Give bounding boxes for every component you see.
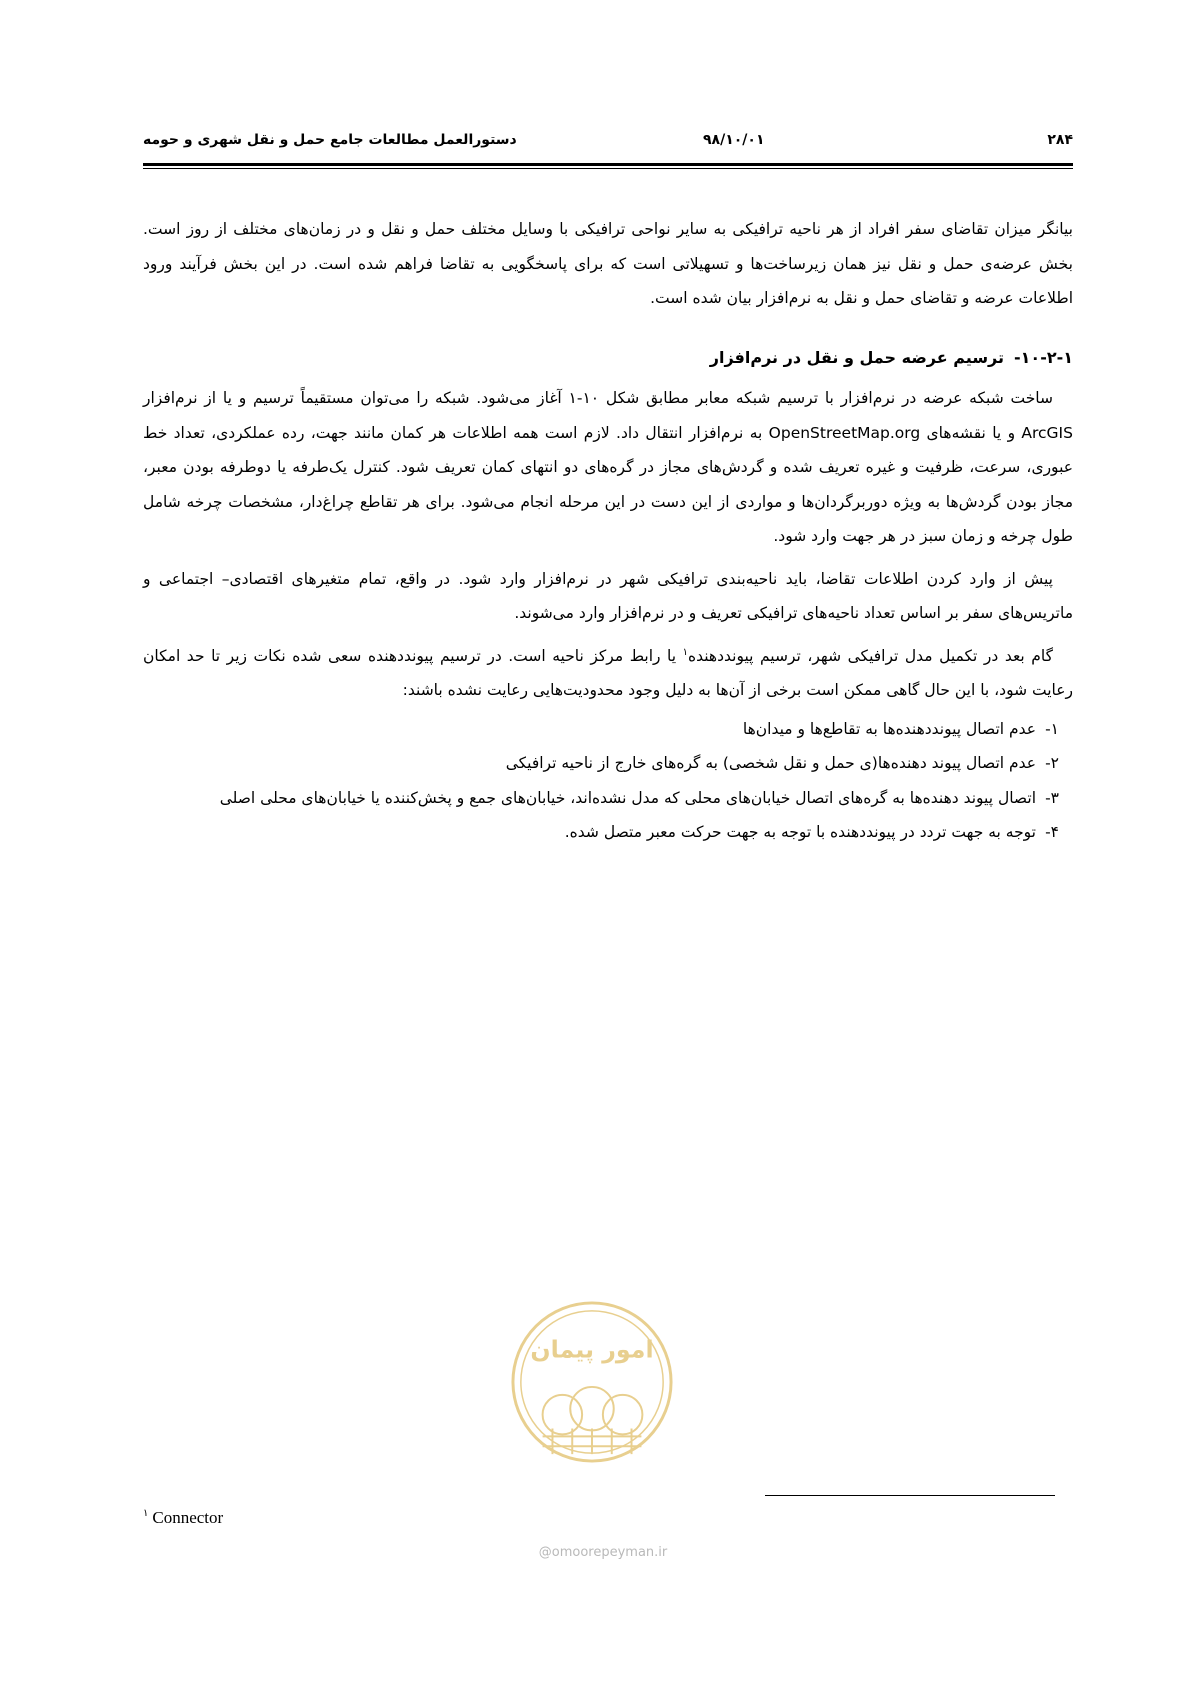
header-rule-thin <box>143 168 1073 169</box>
connector-text-start: گام بعد در تکمیل مدل ترافیکی شهر، ترسیم پیونددهنده <box>688 646 1053 665</box>
supply-paragraph: ساخت شبکه عرضه در نرم‌افزار با ترسیم شبکه معابر مطابق شکل ۱۰-۱ آغاز می‌شود. شبکه را می‌توان مستقیماً ترسیم و یا از نرم‌افزار ArcGIS و یا نقشه‌های OpenStreetMap.org به نرم‌افزار انتقال داد. لازم است همه اطلاعات هر کمان مانند جهت، رده عملکردی، تعداد خط عبوری، سرعت، ظرفیت و غیره تعریف شده و گردش‌های مجاز در گره‌های دو انتهای کمان تعریف شود. کنترل یک‌طرفه یا دوطرفه بودن معبر، مجاز بودن گردش‌ها به ویژه دوربرگردان‌ها و مواردی از این دست در این مرحله انجام می‌شود. برای هر تقاطع چراغ‌دار، مشخصات چرخه شامل طول چرخه و زمان سبز در هر جهت وارد شود. <box>143 389 1073 545</box>
list-item-text: اتصال پیوند دهنده‌ها به گره‌های اتصال خیابان‌های محلی که مدل نشده‌اند، خیابان‌های جمع و پخش‌کننده یا خیابان‌های محلی اصلی <box>219 788 1036 807</box>
page-header <box>143 132 1073 154</box>
list-marker: ۳- <box>1045 788 1059 807</box>
connector-rules-list <box>143 712 1073 850</box>
list-item <box>143 712 1073 747</box>
section-number: ۱۰-۲-۱- <box>1014 347 1073 367</box>
list-marker: ۲- <box>1045 754 1059 772</box>
list-item <box>143 746 1073 781</box>
list-marker: ۴- <box>1045 823 1059 841</box>
footnote-marker: ۱ <box>143 1508 149 1520</box>
seal-text: امور پیمان <box>530 1335 654 1364</box>
section-title: ترسیم عرضه حمل و نقل در نرم‌افزار <box>709 347 1005 367</box>
watermark-site: @omoorepeyman.ir <box>538 1545 668 1560</box>
list-marker: ۱- <box>1045 719 1059 738</box>
header-rule-thick <box>143 163 1073 166</box>
list-item <box>143 781 1073 816</box>
footnote-rule <box>765 1495 1055 1496</box>
list-item-text: عدم اتصال پیوند دهنده‌ها(ی حمل و نقل شخصی) به گره‌های خارج از ناحیه ترافیکی <box>505 754 1036 772</box>
header-title: دستورالعمل مطالعات جامع حمل و نقل شهری و حومه <box>143 132 517 148</box>
section-heading <box>143 341 1073 376</box>
demand-paragraph: پیش از وارد کردن اطلاعات تقاضا، باید ناحیه‌بندی ترافیکی شهر در نرم‌افزار وارد شود. در واقع، تمام متغیرهای اقتصادی– اجتماعی و ماتریس‌های سفر بر اساس تعداد ناحیه‌های ترافیکی تعریف و در نرم‌افزار وارد می‌شوند. <box>143 569 1073 622</box>
footnote-reference[interactable]: ۱ <box>682 646 688 658</box>
document-body <box>143 212 1073 850</box>
footnote <box>143 1508 223 1528</box>
footnote-text: Connector <box>152 1508 224 1527</box>
list-item-text: عدم اتصال پیونددهنده‌ها به تقاطع‌ها و میدان‌ها <box>742 719 1036 738</box>
list-item <box>143 815 1073 850</box>
watermark-seal-icon <box>508 1298 676 1466</box>
intro-paragraph: بیانگر میزان تقاضای سفر افراد از هر ناحیه ترافیکی به سایر نواحی ترافیکی با وسایل مختلف حمل و نقل و در زمان‌های مختلف از روز است. بخش عرضه‌ی حمل و نقل نیز همان زیرساخت‌ها و تسهیلاتی است که برای پاسخگویی به تقاضا فراهم شده است. در این بخش فرآیند ورود اطلاعات عرضه و تقاضای حمل و نقل به نرم‌افزار بیان شده است. <box>143 220 1073 307</box>
page-number: ۲۸۴ <box>1047 132 1073 148</box>
list-item-text: توجه به جهت تردد در پیونددهنده با توجه به جهت حرکت معبر متصل شده. <box>564 823 1036 841</box>
connector-paragraph <box>143 639 1073 708</box>
connector-text-end: یا رابط مرکز ناحیه است. در ترسیم پیونددهنده سعی شده نکات زیر تا حد امکان رعایت شود، با این حال گاهی ممکن است برخی از آن‌ها به دلیل وجود محدودیت‌هایی رعایت نشده باشند: <box>143 646 1073 699</box>
header-date: ۹۸/۱۰/۰۱ <box>703 132 765 148</box>
